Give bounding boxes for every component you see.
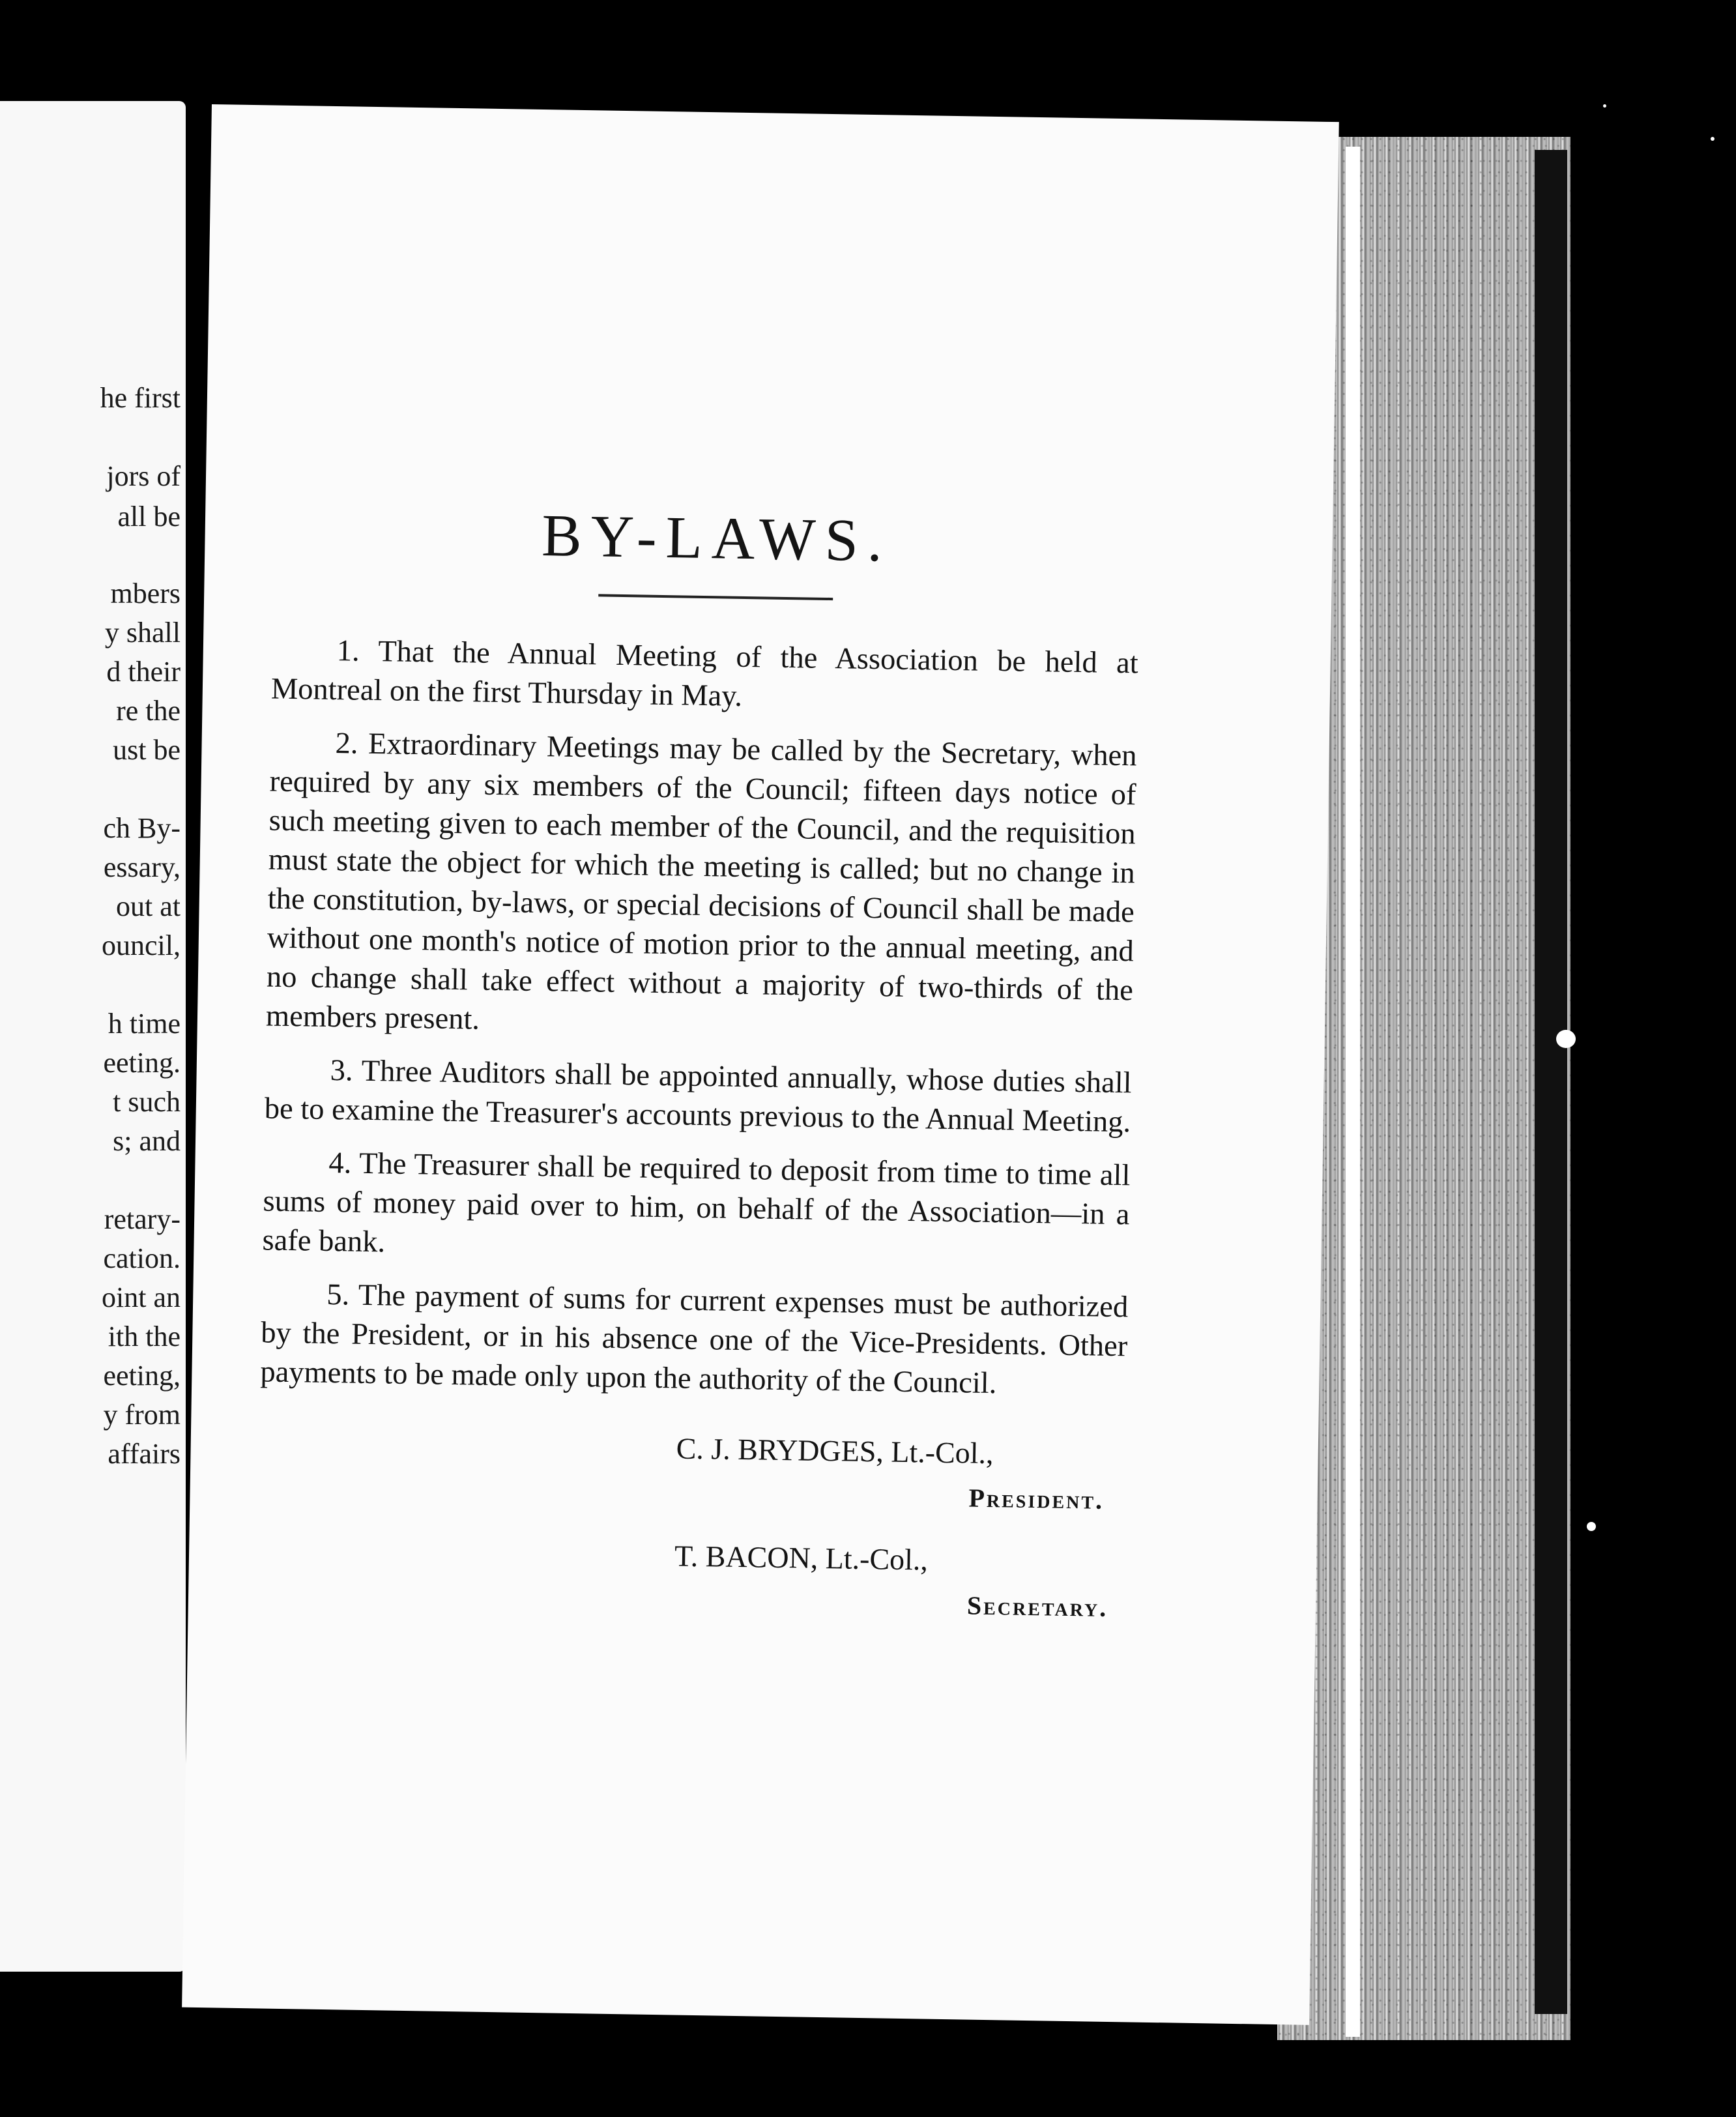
left-page-fragment: ust be xyxy=(113,734,181,766)
paper-blemish xyxy=(1587,1522,1596,1531)
book-cover-edge xyxy=(1535,150,1567,2014)
bylaw-paragraph: 3. Three Auditors shall be appointed annually, whose duties shall be to examine the Treasurer's accounts previous to the Annual Meeting. xyxy=(264,1054,1132,1139)
left-page-fragment: h time xyxy=(108,1008,181,1040)
left-page-fragment: s; and xyxy=(113,1125,181,1157)
left-page-fragment: jors of xyxy=(106,460,181,492)
bylaw-paragraph: 1. That the Annual Meeting of the Association be held at Montreal on the first Thursday in May. xyxy=(270,634,1139,713)
left-page-fragment: he first xyxy=(100,382,181,414)
left-page-fragment: eeting, xyxy=(103,1360,181,1392)
paper-blemish xyxy=(1603,104,1606,108)
left-page-fragment: cation. xyxy=(103,1242,181,1274)
left-page-fragment: all be xyxy=(117,501,181,533)
secretary-name: T. BACON, Lt.-Col., xyxy=(674,1539,929,1577)
paper-blemish xyxy=(1556,1030,1576,1048)
bylaw-paragraph: 5. The payment of sums for current expenses must be authorized by the President, or in his absence one of the Vice-Presidents. Other payments to be made only upon the authority of the Council. xyxy=(260,1278,1129,1401)
signature-block xyxy=(256,1411,1126,1659)
paper-blemish xyxy=(1711,137,1714,141)
left-page-fragment: re the xyxy=(116,695,181,727)
left-page-fragment: out at xyxy=(116,890,181,922)
left-page-fragment: affairs xyxy=(108,1438,181,1470)
president-name: C. J. BRYDGES, Lt.-Col., xyxy=(676,1431,994,1470)
left-page-fragment: eeting. xyxy=(103,1047,181,1079)
page-title: BY-LAWS. xyxy=(541,502,892,574)
bylaw-paragraph: 2. Extraordinary Meetings may be called by the Secretary, when required by any six members of the Council; fifteen days notice of such meeting given to each member of the Council, and the requisition must state the object for which the meeting is called; but no change in the constitution, by-laws, or special decisions of Council shall be made without one month's notice of motion prior to the annual meeting, and no change shall take effect without a majority of two-thirds of the members present. xyxy=(265,727,1137,1036)
left-page-fragment: d their xyxy=(106,656,181,688)
page-stack-highlight xyxy=(1346,147,1360,2037)
left-page-fragment: ch By- xyxy=(103,812,181,844)
left-page-fragment: essary, xyxy=(103,851,181,883)
left-page-fragment: retary- xyxy=(104,1203,181,1235)
left-facing-page xyxy=(0,101,186,1972)
page-content xyxy=(256,497,1141,1660)
left-page-fragment: oint an xyxy=(102,1281,181,1313)
left-page-fragment: y from xyxy=(103,1399,181,1431)
left-page-fragment: ouncil, xyxy=(102,929,181,961)
title-rule xyxy=(598,594,833,600)
secretary-title: Secretary. xyxy=(966,1590,1108,1622)
left-page-fragment: y shall xyxy=(104,617,181,649)
left-page-fragment: t such xyxy=(113,1086,181,1118)
left-page-fragment: mbers xyxy=(110,577,181,609)
right-page xyxy=(182,104,1339,2025)
left-page-fragment: ith the xyxy=(108,1321,181,1352)
president-title: President. xyxy=(968,1483,1105,1515)
bylaw-paragraph: 4. The Treasurer shall be required to deposit from time to time all sums of money paid over to him, on behalf of the Association—in a safe bank. xyxy=(262,1146,1131,1259)
